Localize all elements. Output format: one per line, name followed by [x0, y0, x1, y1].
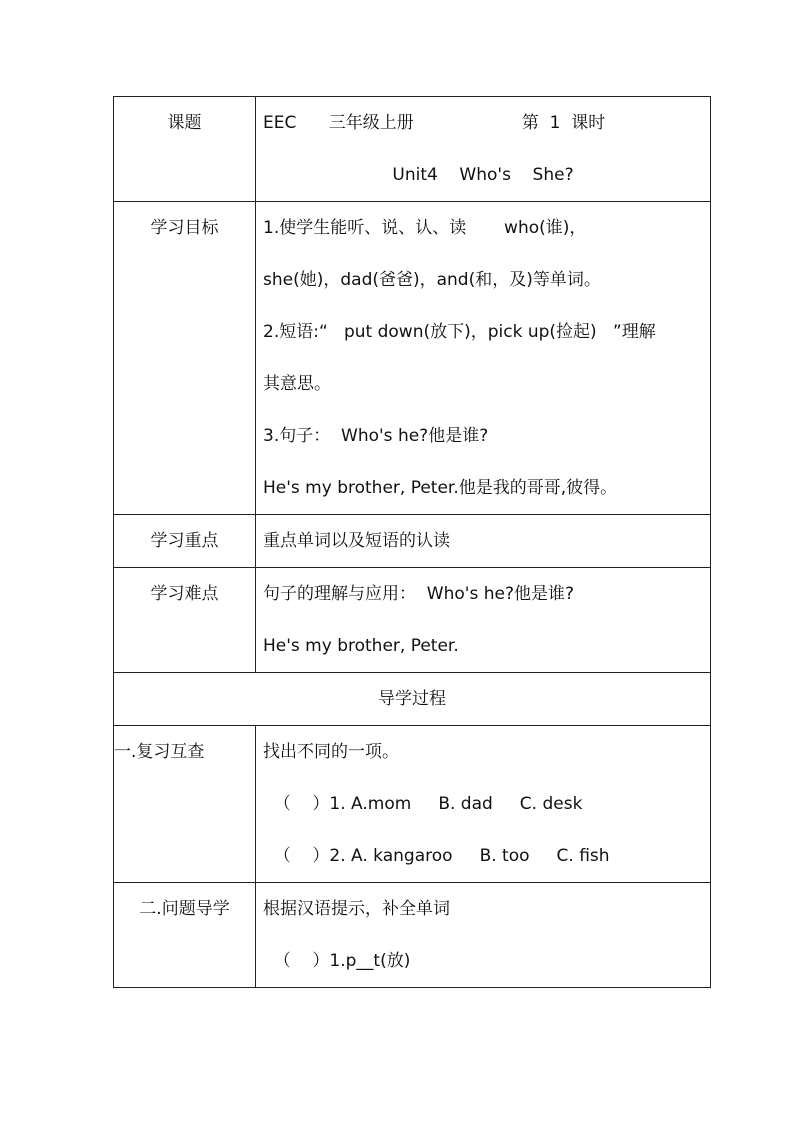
key-points-text: 重点单词以及短语的认读	[263, 531, 450, 551]
difficulty-content-cell	[256, 568, 711, 673]
difficulty-label: 学习难点	[150, 584, 219, 604]
review-question: （ ）2. A. kangaroo B. too C. fish	[263, 846, 610, 866]
course-info-line: EEC 三年级上册 第 1 课时	[263, 113, 606, 133]
key-label-cell	[114, 515, 256, 568]
lesson-plan-table	[113, 96, 711, 988]
key-points-label: 学习重点	[150, 531, 219, 551]
difficulty-row	[114, 568, 711, 673]
goal-line: 1.使学生能听、说、认、读 who(谁)，	[263, 218, 587, 238]
goal-line: 3.句子： Who's he?他是谁?	[263, 426, 489, 446]
key-points-row	[114, 515, 711, 568]
problem-content-cell	[256, 883, 711, 988]
process-cell	[114, 673, 711, 726]
process-row	[114, 673, 711, 726]
unit-title-line: Unit4 Who's She?	[392, 165, 574, 185]
process-heading: 导学过程	[378, 689, 446, 709]
goals-label: 学习目标	[150, 218, 219, 238]
review-question: （ ）1. A.mom B. dad C. desk	[263, 794, 583, 814]
goal-line: He's my brother, Peter.他是我的哥哥,彼得。	[263, 478, 618, 498]
difficulty-line: 句子的理解与应用： Who's he?他是谁?	[263, 584, 575, 604]
title-content-cell	[256, 97, 711, 202]
difficulty-line: He's my brother, Peter.	[263, 636, 459, 656]
problem-label: 二.问题导学	[139, 899, 230, 919]
goals-row	[114, 202, 711, 515]
review-instruction: 找出不同的一项。	[263, 742, 399, 762]
problem-question: （ ）1.p__t(放)	[263, 951, 411, 971]
review-row	[114, 726, 711, 883]
goals-label-cell	[114, 202, 256, 515]
review-label-cell	[114, 726, 256, 883]
difficulty-label-cell	[114, 568, 256, 673]
review-content-cell	[256, 726, 711, 883]
goal-line: she(她)，dad(爸爸)，and(和，及)等单词。	[263, 270, 601, 290]
goal-line: 其意思。	[263, 374, 331, 394]
problem-label-cell	[114, 883, 256, 988]
title-label: 课题	[167, 113, 202, 133]
problem-instruction: 根据汉语提示，补全单词	[263, 899, 450, 919]
title-label-cell	[114, 97, 256, 202]
problem-row	[114, 883, 711, 988]
review-label: 一.复习互查	[114, 742, 205, 762]
key-content-cell	[256, 515, 711, 568]
goals-content-cell	[256, 202, 711, 515]
title-row	[114, 97, 711, 202]
goal-line: 2.短语:“ put down(放下)，pick up(捡起) ”理解	[263, 322, 656, 342]
